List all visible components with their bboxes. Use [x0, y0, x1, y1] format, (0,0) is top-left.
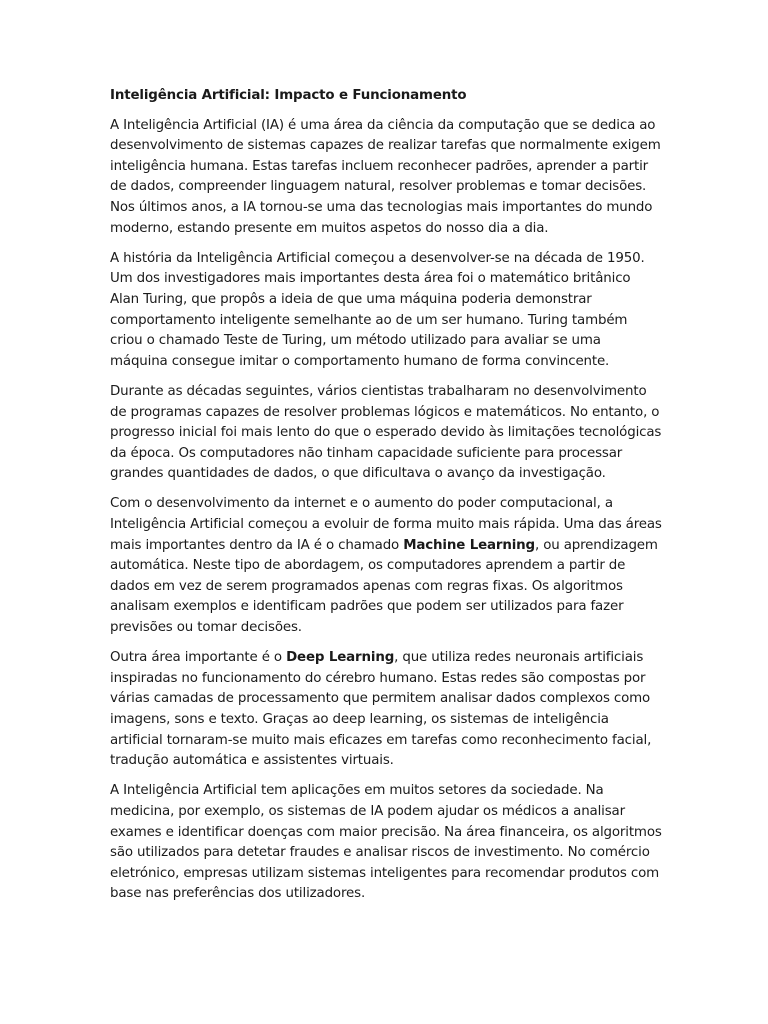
term-machine-learning: Machine Learning — [403, 537, 535, 553]
paragraph-text-segment: Outra área importante é o — [110, 650, 287, 666]
paragraph-machine-learning — [110, 494, 662, 638]
paragraph-text-segment: , que utiliza redes neuronais artificiais inspiradas no funcionamento do cérebro humano. Estas redes são compostas por várias camadas de processamento que permitem analisar dados complexos como imagens, sons e texto. Graças ao deep learning, os sistemas de inteligência artificial tornaram-se muito mais eficazes em tarefas como reconhecimento facial, tradução automática e assistentes virtuais. — [110, 650, 652, 769]
paragraph-text-segment: , ou aprendizagem automática. Neste tipo de abordagem, os computadores aprendem a partir de dados em vez de serem programados apenas com regras fixas. Os algoritmos analisam exemplos e identificam padrões que podem ser utilizados para fazer previsões ou tomar decisões. — [110, 537, 658, 636]
paragraph-early-progress: Durante as décadas seguintes, vários cientistas trabalharam no desenvolvimento de programas capazes de resolver problemas lógicos e matemáticos. No entanto, o progresso inicial foi mais lento do que o esperado devido às limitações tecnológicas da época. Os computadores não tinham capacidade suficiente para processar grandes quantidades de dados, o que dificultava o avanço da investigação. — [110, 383, 662, 482]
paragraph-history: A história da Inteligência Artificial começou a desenvolver-se na década de 1950. Um dos investigadores mais importantes desta área foi o matemático britânico Alan Turing, que propôs a ideia de que uma máquina poderia demonstrar comportamento inteligente semelhante ao de um ser humano. Turing também criou o chamado Teste de Turing, um método utilizado para avaliar se uma máquina consegue imitar o comportamento humano de forma convincente. — [110, 250, 645, 369]
paragraph-text-segment: Com o desenvolvimento da internet e o aumento do poder computacional, a Inteligência Artificial começou a evoluir de forma muito mais rápida. Uma das áreas mais importantes dentro da IA é o chamado — [110, 496, 662, 553]
paragraph-deep-learning — [110, 648, 662, 772]
term-deep-learning: Deep Learning — [286, 650, 395, 666]
paragraph-applications: A Inteligência Artificial tem aplicações em muitos setores da sociedade. Na medicina, por exemplo, os sistemas de IA podem ajudar os médicos a analisar exames e identificar doenças com maior precisão. Na área financeira, os algoritmos são utilizados para detetar fraudes e analisar riscos de investimento. No comércio eletrónico, empresas utilizam sistemas inteligentes para recomendar produtos com base nas preferências dos utilizadores. — [110, 783, 662, 902]
document-page — [110, 86, 662, 915]
document-title: Inteligência Artificial: Impacto e Funcionamento — [110, 88, 467, 103]
paragraph-intro: A Inteligência Artificial (IA) é uma área da ciência da computação que se dedica ao desenvolvimento de sistemas capazes de realizar tarefas que normalmente exigem inteligência humana. Estas tarefas incluem reconhecer padrões, aprender a partir de dados, compreender linguagem natural, resolver problemas e tomar decisões. Nos últimos anos, a IA tornou-se uma das tecnologias mais importantes do mundo moderno, estando presente em muitos aspetos do nosso dia a dia. — [110, 117, 661, 236]
